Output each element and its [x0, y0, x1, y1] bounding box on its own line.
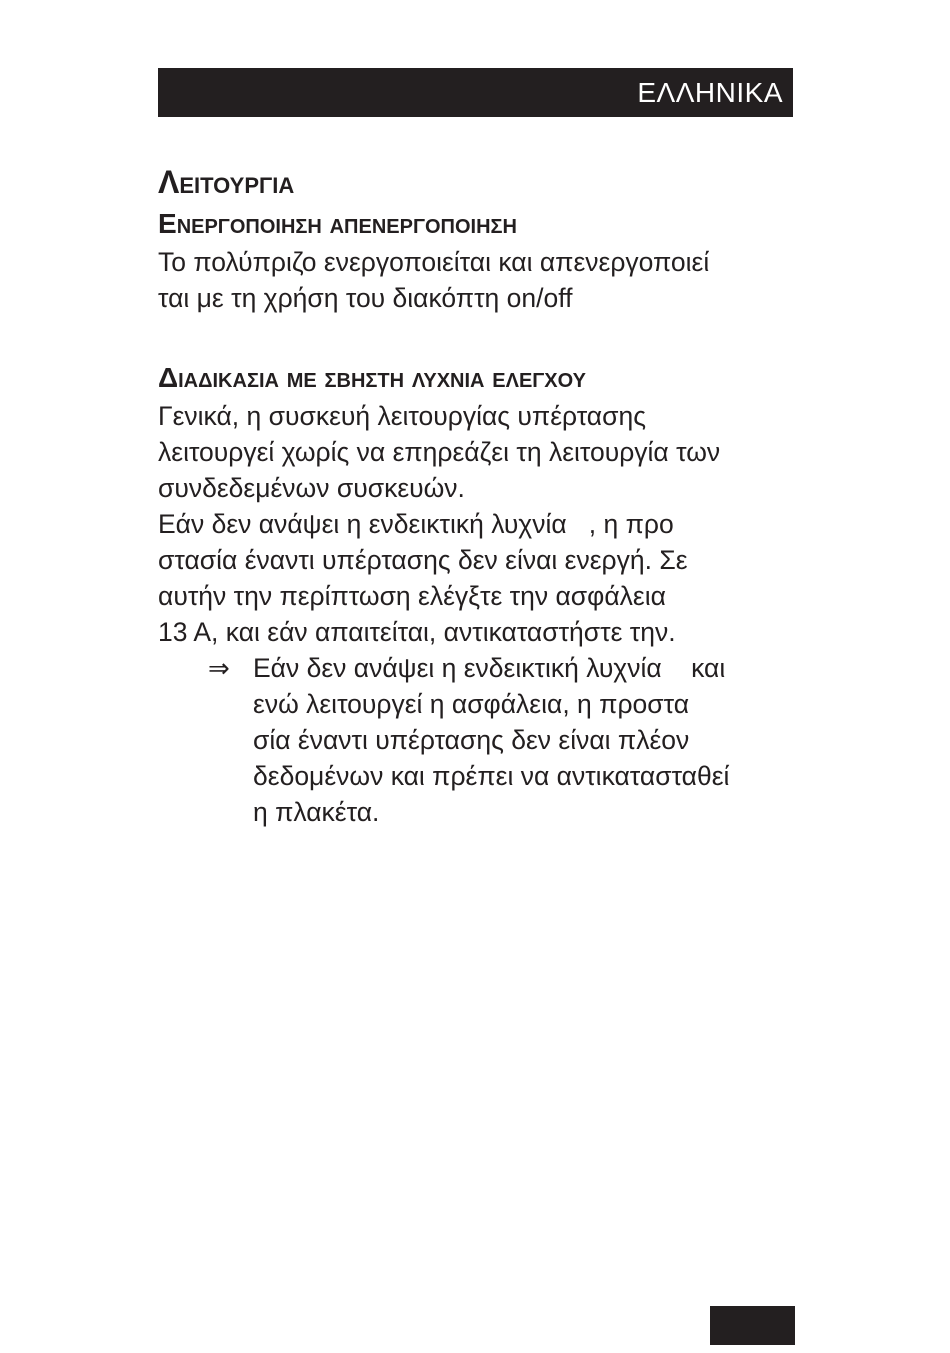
bullet-line: δεδομένων και πρέπει να αντικατασταθεί: [253, 761, 730, 791]
language-header-bar: [158, 68, 793, 117]
bullet-line: η πλακέτα.: [253, 797, 380, 827]
body-line: Γενικά, η συσκευή λειτουργίας υπέρτασης: [158, 401, 646, 431]
right-double-arrow-icon: ⇒: [208, 653, 230, 683]
bullet-line: σία έναντι υπέρτασης δεν είναι πλέον: [253, 725, 690, 755]
bullet-line: ενώ λειτουργεί η ασφάλεια, η προστα: [253, 689, 690, 719]
page-footer-block: [710, 1306, 795, 1345]
page-content: [158, 160, 808, 830]
bullet-item: [158, 650, 808, 830]
body-line: στασία έναντι υπέρτασης δεν είναι ενεργή. Σε: [158, 545, 688, 575]
section-heading-indicator: Διαδικασια με σβηστη λυχνια ελεγχου: [158, 362, 586, 393]
bullet-line: Εάν δεν ανάψει η ενδεικτική λυχνία και: [253, 653, 726, 683]
body-line: Το πολύπριζο ενεργοποιείται και απενεργοποιεί: [158, 247, 710, 277]
body-line: ται με τη χρήση του διακόπτη on/off: [158, 283, 573, 313]
section-body-power: [158, 244, 808, 316]
body-line: Εάν δεν ανάψει η ενδεικτική λυχνία , η προ: [158, 509, 674, 539]
language-label: ΕΛΛΗΝΙΚΑ: [637, 77, 783, 108]
page-title: Λειτουργια: [158, 164, 295, 200]
section-heading-power: Ενεργοποιηση απενεργοποιηση: [158, 208, 517, 239]
body-line: αυτήν την περίπτωση ελέγξτε την ασφάλεια: [158, 581, 666, 611]
body-line: 13 A, και εάν απαιτείται, αντικαταστήστε την.: [158, 617, 676, 647]
section-body-indicator: [158, 398, 808, 650]
body-line: συνδεδεμένων συσκευών.: [158, 473, 465, 503]
body-line: λειτουργεί χωρίς να επηρεάζει τη λειτουργία των: [158, 437, 721, 467]
